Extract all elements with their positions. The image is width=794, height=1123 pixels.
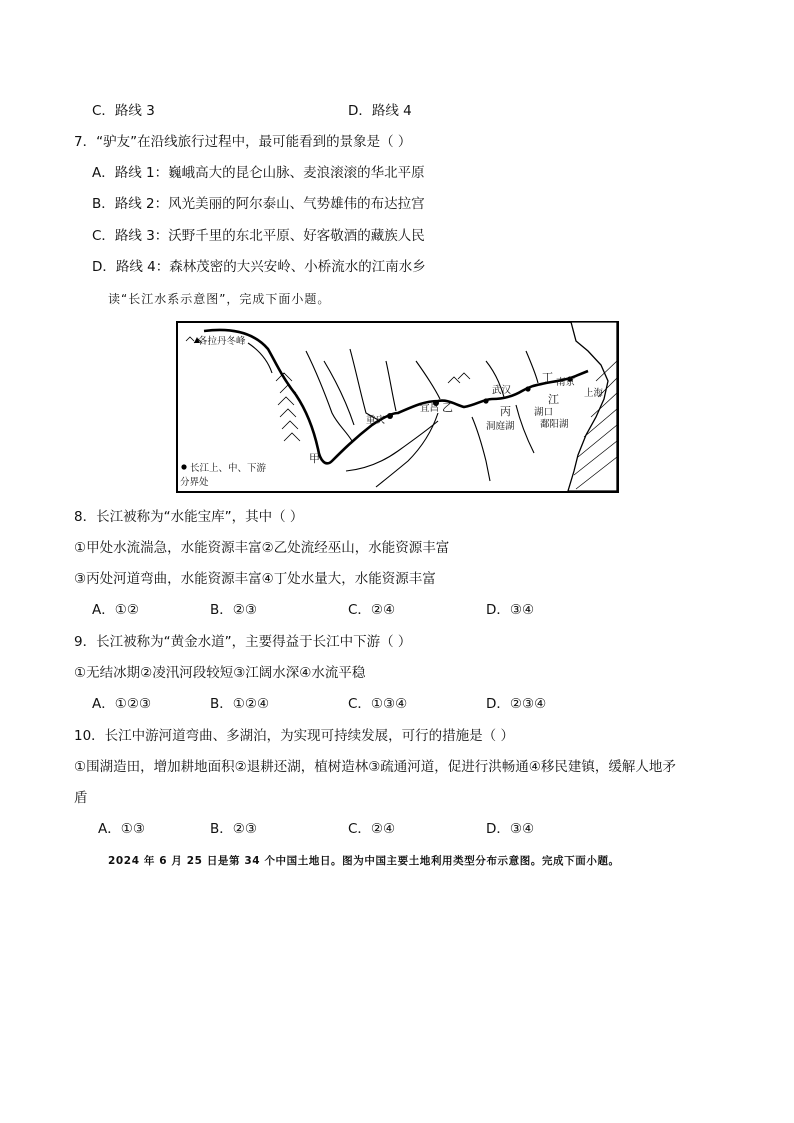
- q10-option-a: A．①③: [98, 821, 145, 837]
- q7-option-b: B．路线 2：风光美丽的阿尔泰山、气势雄伟的布达拉宫: [92, 196, 425, 212]
- q9-stem: 9．长江被称为“黄金水道”，主要得益于长江中下游（ ）: [74, 634, 412, 650]
- q7-stem: 7．“驴友”在沿线旅行过程中，最可能看到的景象是（ ）: [74, 134, 412, 150]
- q10-option-c: C．②④: [348, 821, 396, 837]
- q7-option-c: C．路线 3：沃野千里的东北平原、好客敬酒的藏族人民: [92, 228, 425, 244]
- label-jia: 甲: [309, 452, 320, 465]
- q10-stem: 10．长江中游河道弯曲、多湖泊，为实现可持续发展，可行的措施是（ ）: [74, 728, 514, 744]
- q6-option-d: D．路线 4: [348, 103, 412, 119]
- q8-statement-1: ①甲处水流湍急，水能资源丰富②乙处流经巫山，水能资源丰富: [74, 540, 450, 556]
- q7-option-d: D．路线 4：森林茂密的大兴安岭、小桥流水的江南水乡: [92, 259, 426, 275]
- q9-option-c: C．①③④: [348, 696, 408, 712]
- label-yichang: 宜昌: [420, 403, 440, 414]
- q9-option-a: A．①②③: [92, 696, 152, 712]
- label-geladandong: 各拉丹冬峰: [198, 336, 246, 347]
- q8-option-d: D．③④: [486, 602, 535, 618]
- q8-statement-2: ③丙处河道弯曲，水能资源丰富④丁处水量大，水能资源丰富: [74, 571, 436, 587]
- q10-option-d: D．③④: [486, 821, 535, 837]
- yangtze-river-map: [176, 321, 619, 493]
- label-poyang: 鄱阳湖: [540, 419, 569, 430]
- q10-statement-1: ①围湖造田，增加耕地面积②退耕还湖，植树造林③疏通河道，促进行洪畅通④移民建镇，缓解人地矛: [74, 759, 676, 775]
- map-intro: 读“长江水系示意图”，完成下面小题。: [108, 292, 331, 306]
- label-nanjing: 南京: [556, 377, 576, 388]
- next-section-intro: 2024 年 6 月 25 日是第 34 个中国土地日。图为中国主要土地利用类型分布示意图。完成下面小题。: [108, 855, 620, 867]
- q6-option-c: C．路线 3: [92, 103, 155, 119]
- q8-stem: 8．长江被称为“水能宝库”，其中（ ）: [74, 509, 304, 525]
- legend-line2: 分界处: [180, 477, 209, 488]
- label-jiang: 江: [548, 393, 559, 406]
- label-chongqing: 重庆: [366, 415, 386, 426]
- q10-statement-2: 盾: [74, 790, 88, 806]
- label-yi: 乙: [442, 401, 453, 414]
- q9-statement-1: ①无结冰期②凌汛河段较短③江阔水深④水流平稳: [74, 665, 366, 681]
- q7-option-a: A．路线 1：巍峨高大的昆仑山脉、麦浪滚滚的华北平原: [92, 165, 425, 181]
- label-hukou: 湖口: [534, 407, 554, 418]
- q9-option-d: D．②③④: [486, 696, 547, 712]
- legend-line1: 长江上、中、下游: [190, 463, 267, 474]
- q8-option-b: B．②③: [210, 602, 257, 618]
- label-ding: 丁: [542, 371, 553, 384]
- label-bing: 丙: [500, 405, 511, 418]
- q10-option-b: B．②③: [210, 821, 257, 837]
- label-shanghai: 上海: [584, 388, 604, 399]
- q8-option-a: A．①②: [92, 602, 139, 618]
- label-dongting: 洞庭湖: [486, 421, 515, 432]
- q8-option-c: C．②④: [348, 602, 396, 618]
- label-wuhan: 武汉: [492, 385, 512, 396]
- q9-option-b: B．①②④: [210, 696, 270, 712]
